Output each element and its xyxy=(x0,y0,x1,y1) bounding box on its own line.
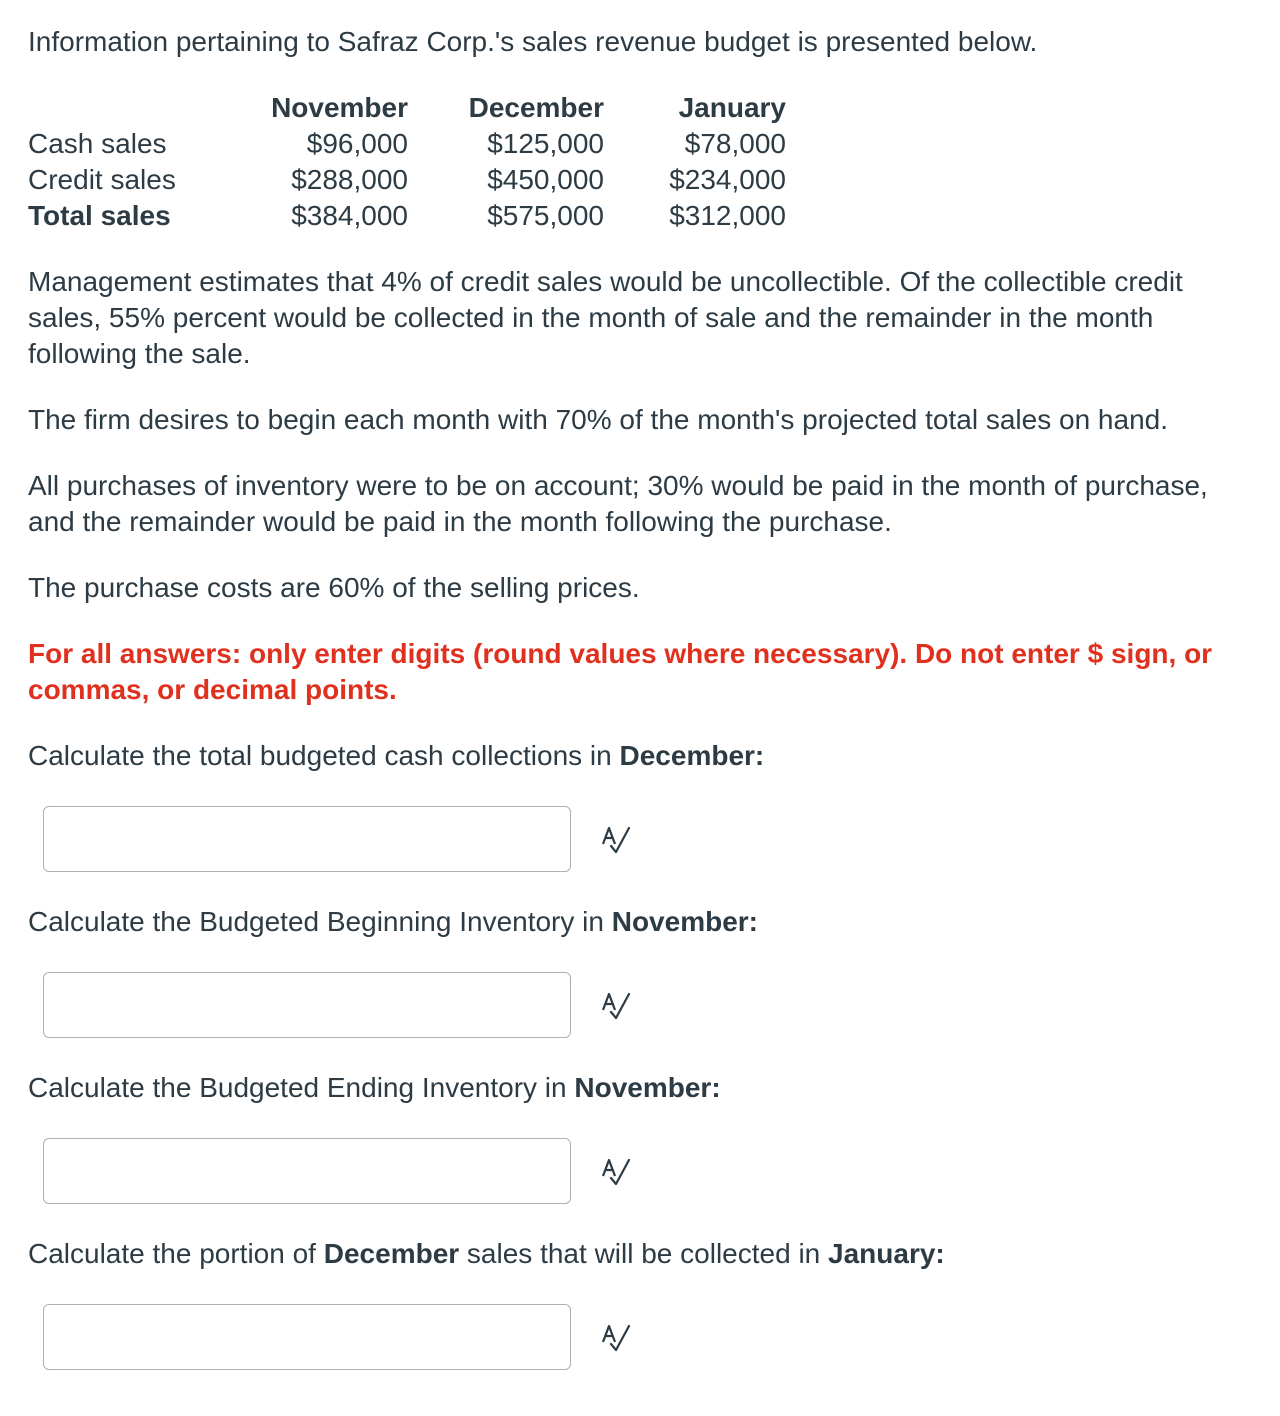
question-suffix: : xyxy=(711,1072,721,1103)
table-header-november: November xyxy=(271,92,408,123)
question-emphasis-2: January xyxy=(828,1238,936,1269)
table-header-row xyxy=(28,90,786,126)
answer-instructions: For all answers: only enter digits (round values where necessary). Do not enter $ sign, or commas, or decimal points. xyxy=(28,638,1213,705)
sales-budget-table xyxy=(28,90,786,234)
row-label: Cash sales xyxy=(28,128,167,159)
answer-row-2 xyxy=(43,972,1258,1038)
cell-value: $234,000 xyxy=(669,164,786,195)
question-emphasis: November xyxy=(611,906,749,937)
paragraph-uncollectible: Management estimates that 4% of credit sales would be uncollectible. Of the collectible credit sales, 55% percent would be collected in the month of sale and the remainder in the month following the sale. xyxy=(28,266,1183,369)
answer-input-1[interactable] xyxy=(43,806,571,872)
row-label: Total sales xyxy=(28,200,171,231)
spell-check-icon[interactable] xyxy=(599,1320,633,1354)
spell-check-icon[interactable] xyxy=(599,822,633,856)
question-3-text xyxy=(28,1070,1258,1106)
question-suffix: : xyxy=(748,906,758,937)
table-header-blank xyxy=(28,90,258,126)
answer-row-3 xyxy=(43,1138,1258,1204)
question-emphasis: December xyxy=(323,1238,460,1269)
question-4-text xyxy=(28,1236,1258,1272)
paragraph-purchase-costs: The purchase costs are 60% of the selling prices. xyxy=(28,572,640,603)
cell-value: $125,000 xyxy=(487,128,604,159)
cell-value: $78,000 xyxy=(684,128,786,159)
cell-value: $312,000 xyxy=(669,200,786,231)
table-row-credit-sales xyxy=(28,162,786,198)
intro-text: Information pertaining to Safraz Corp.'s sales revenue budget is presented below. xyxy=(28,26,1038,57)
question-suffix: : xyxy=(754,740,765,771)
cell-value: $450,000 xyxy=(487,164,604,195)
question-1-text xyxy=(28,738,1258,774)
table-header-december: December xyxy=(468,92,604,123)
question-text: Calculate the total budgeted cash collections in xyxy=(28,740,620,771)
question-page xyxy=(28,24,1258,1402)
answer-input-2[interactable] xyxy=(43,972,571,1038)
row-label: Credit sales xyxy=(28,164,176,195)
question-text: Calculate the Budgeted Beginning Inventory in xyxy=(28,906,612,937)
question-text: Calculate the Budgeted Ending Inventory in xyxy=(28,1072,575,1103)
table-row-cash-sales xyxy=(28,126,786,162)
question-2-text xyxy=(28,904,1258,940)
cell-value: $575,000 xyxy=(487,200,604,231)
answer-row-4 xyxy=(43,1304,1258,1370)
spell-check-icon[interactable] xyxy=(599,1154,633,1188)
question-suffix: : xyxy=(935,1238,945,1269)
cell-value: $288,000 xyxy=(291,164,408,195)
paragraph-purchases: All purchases of inventory were to be on account; 30% would be paid in the month of purchase, and the remainder would be paid in the month following the purchase. xyxy=(28,470,1208,537)
cell-value: $384,000 xyxy=(291,200,408,231)
answer-row-1 xyxy=(43,806,1258,872)
answer-input-4[interactable] xyxy=(43,1304,571,1370)
paragraph-inventory-policy: The firm desires to begin each month with 70% of the month's projected total sales on hand. xyxy=(28,404,1168,435)
question-text-middle: sales that will be collected in xyxy=(459,1238,829,1269)
spell-check-icon[interactable] xyxy=(599,988,633,1022)
table-header-january: January xyxy=(678,92,786,123)
question-emphasis: December xyxy=(619,740,755,771)
cell-value: $96,000 xyxy=(306,128,408,159)
answer-input-3[interactable] xyxy=(43,1138,571,1204)
table-row-total-sales xyxy=(28,198,786,234)
question-text: Calculate the portion of xyxy=(28,1238,324,1269)
question-emphasis: November xyxy=(574,1072,712,1103)
